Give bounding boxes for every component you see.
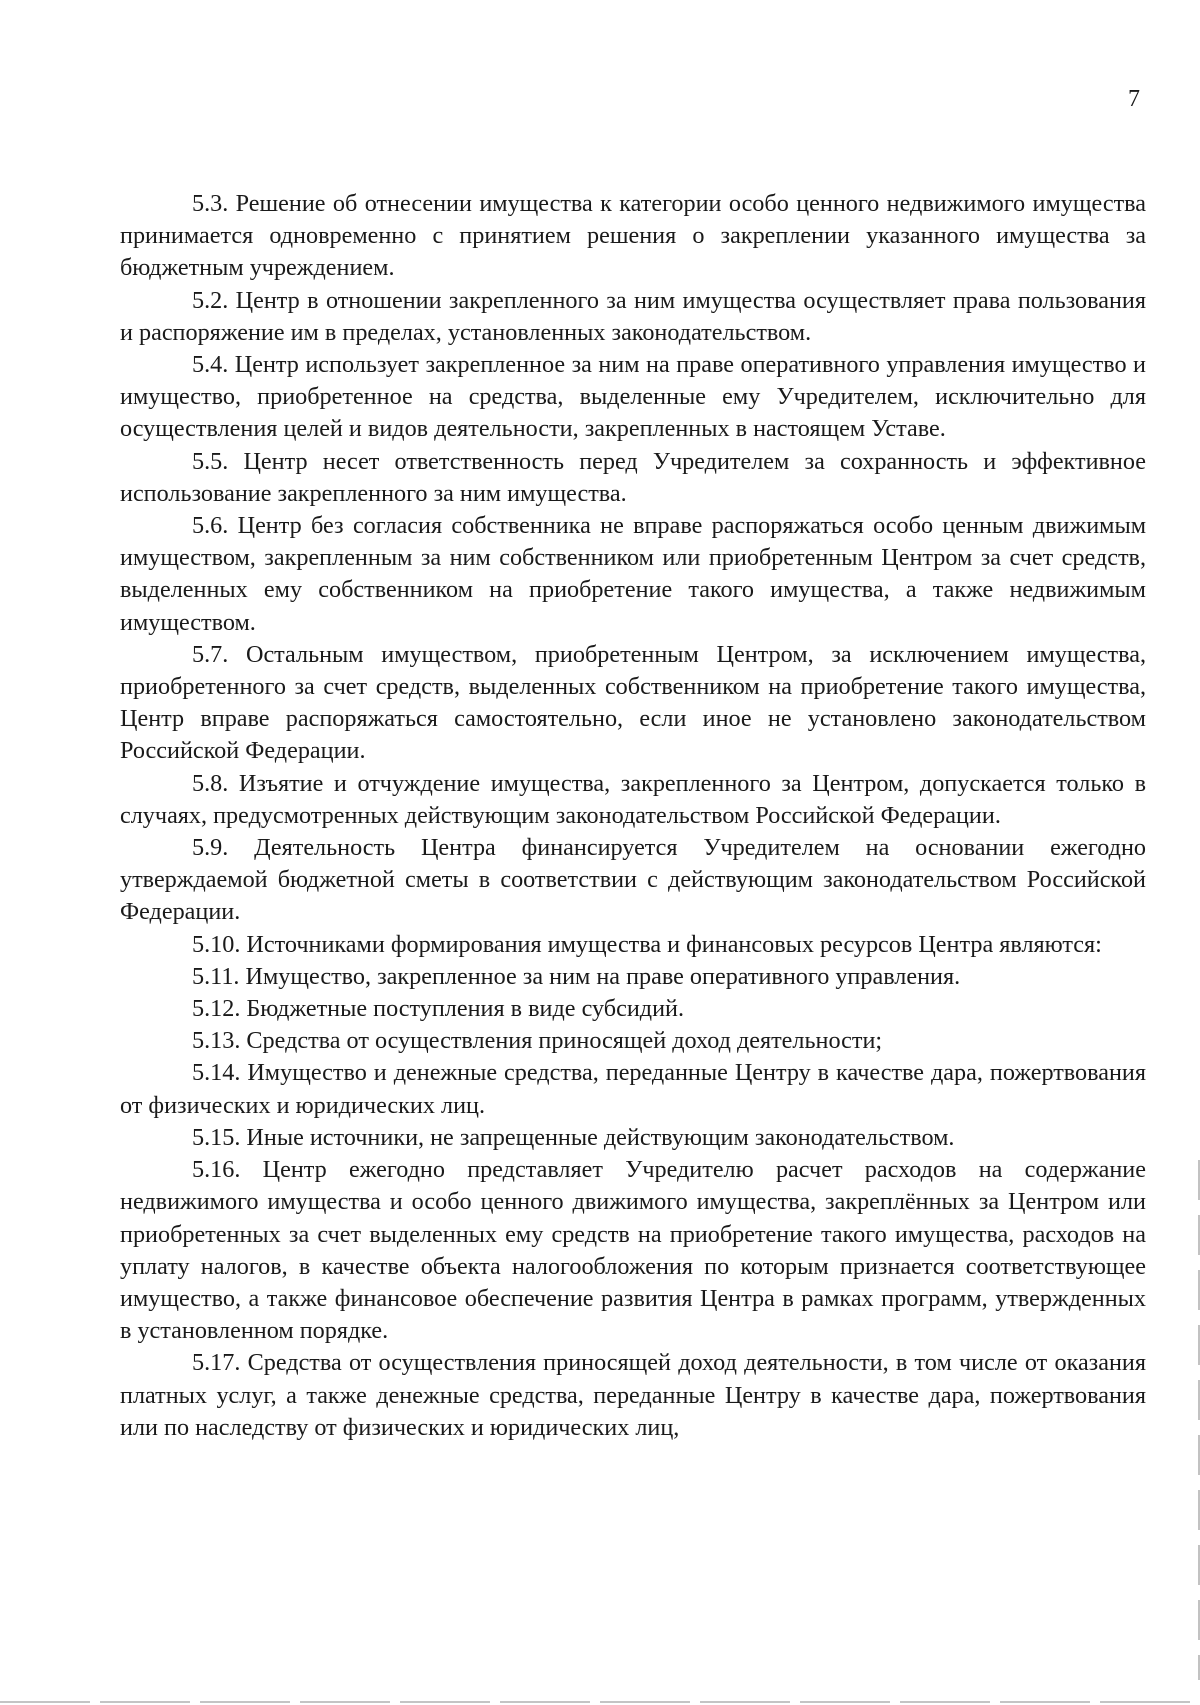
paragraph-5-4: 5.4. Центр использует закрепленное за ним на праве оперативного управления имущество и имущество, приобретенное на средства, выделенные ему Учредителем, исключительно для осуществления целей и видов деятельности, закрепленных в настоящем Уставе.: [120, 351, 1146, 443]
paragraph-5-7: 5.7. Остальным имуществом, приобретенным Центром, за исключением имущества, приобретенного за счет средств, выделенных собственником на приобретение такого имущества, Центр вправе распоряжаться самостоятельно, если иное не установлено законодательством Российской Федерации.: [120, 640, 1146, 765]
paragraph-5-14: 5.14. Имущество и денежные средства, переданные Центру в качестве дара, пожертвования от физических и юридических лиц.: [120, 1059, 1146, 1119]
paragraph-5-15: 5.15. Иные источники, не запрещенные действующим законодательством.: [192, 1123, 955, 1151]
paragraph-5-16: 5.16. Центр ежегодно представляет Учредителю расчет расходов на содержание недвижимого имущества и особо ценного движимого имущества, закреплённых за Центром или приобретенных за счет выделенных ему средств на приобретение такого имущества, расходов на уплату налогов, в качестве объекта налогообложения по которым признается соответствующее имущество, а также финансовое обеспечение развития Центра в рамках программ, утвержденных в установленном порядке.: [120, 1156, 1146, 1345]
paragraph-5-10: 5.10. Источниками формирования имущества и финансовых ресурсов Центра являются:: [192, 930, 1102, 958]
paragraph-5-17: 5.17. Средства от осуществления приносящей доход деятельности, в том числе от оказания платных услуг, а также денежные средства, переданные Центру в качестве дара, пожертвования или по наследству от физических и юридических лиц,: [120, 1349, 1146, 1441]
paragraph-5-3: 5.3. Решение об отнесении имущества к категории особо ценного недвижимого имущества принимается одновременно с принятием решения о закреплении указанного имущества за бюджетным учреждением.: [120, 190, 1146, 282]
page-number: 7: [1128, 86, 1140, 112]
paragraph-5-11: 5.11. Имущество, закрепленное за ним на праве оперативного управления.: [192, 962, 961, 990]
paragraph-5-13: 5.13. Средства от осуществления приносящей доход деятельности;: [192, 1027, 883, 1055]
paragraph-5-9: 5.9. Деятельность Центра финансируется Учредителем на основании ежегодно утверждаемой бюджетной сметы в соответствии с действующим законодательством Российской Федерации.: [120, 834, 1146, 926]
paragraph-5-5: 5.5. Центр несет ответственность перед Учредителем за сохранность и эффективное использование закрепленного за ним имущества.: [120, 447, 1146, 507]
paragraph-5-8: 5.8. Изъятие и отчуждение имущества, закрепленного за Центром, допускается только в случаях, предусмотренных действующим законодательством Российской Федерации.: [120, 769, 1146, 829]
scan-edge-bottom: [0, 1701, 1200, 1703]
document-body: [120, 188, 1146, 1444]
paragraph-5-12: 5.12. Бюджетные поступления в виде субсидий.: [192, 995, 685, 1023]
paragraph-5-2: 5.2. Центр в отношении закрепленного за ним имущества осуществляет права пользования и распоряжение им в пределах, установленных законодательством.: [120, 286, 1146, 346]
paragraph-5-6: 5.6. Центр без согласия собственника не вправе распоряжаться особо ценным движимым имуществом, закрепленным за ним собственником или приобретенным Центром за счет средств, выделенных ему собственником на приобретение такого имущества, а также недвижимым имуществом.: [120, 512, 1146, 636]
